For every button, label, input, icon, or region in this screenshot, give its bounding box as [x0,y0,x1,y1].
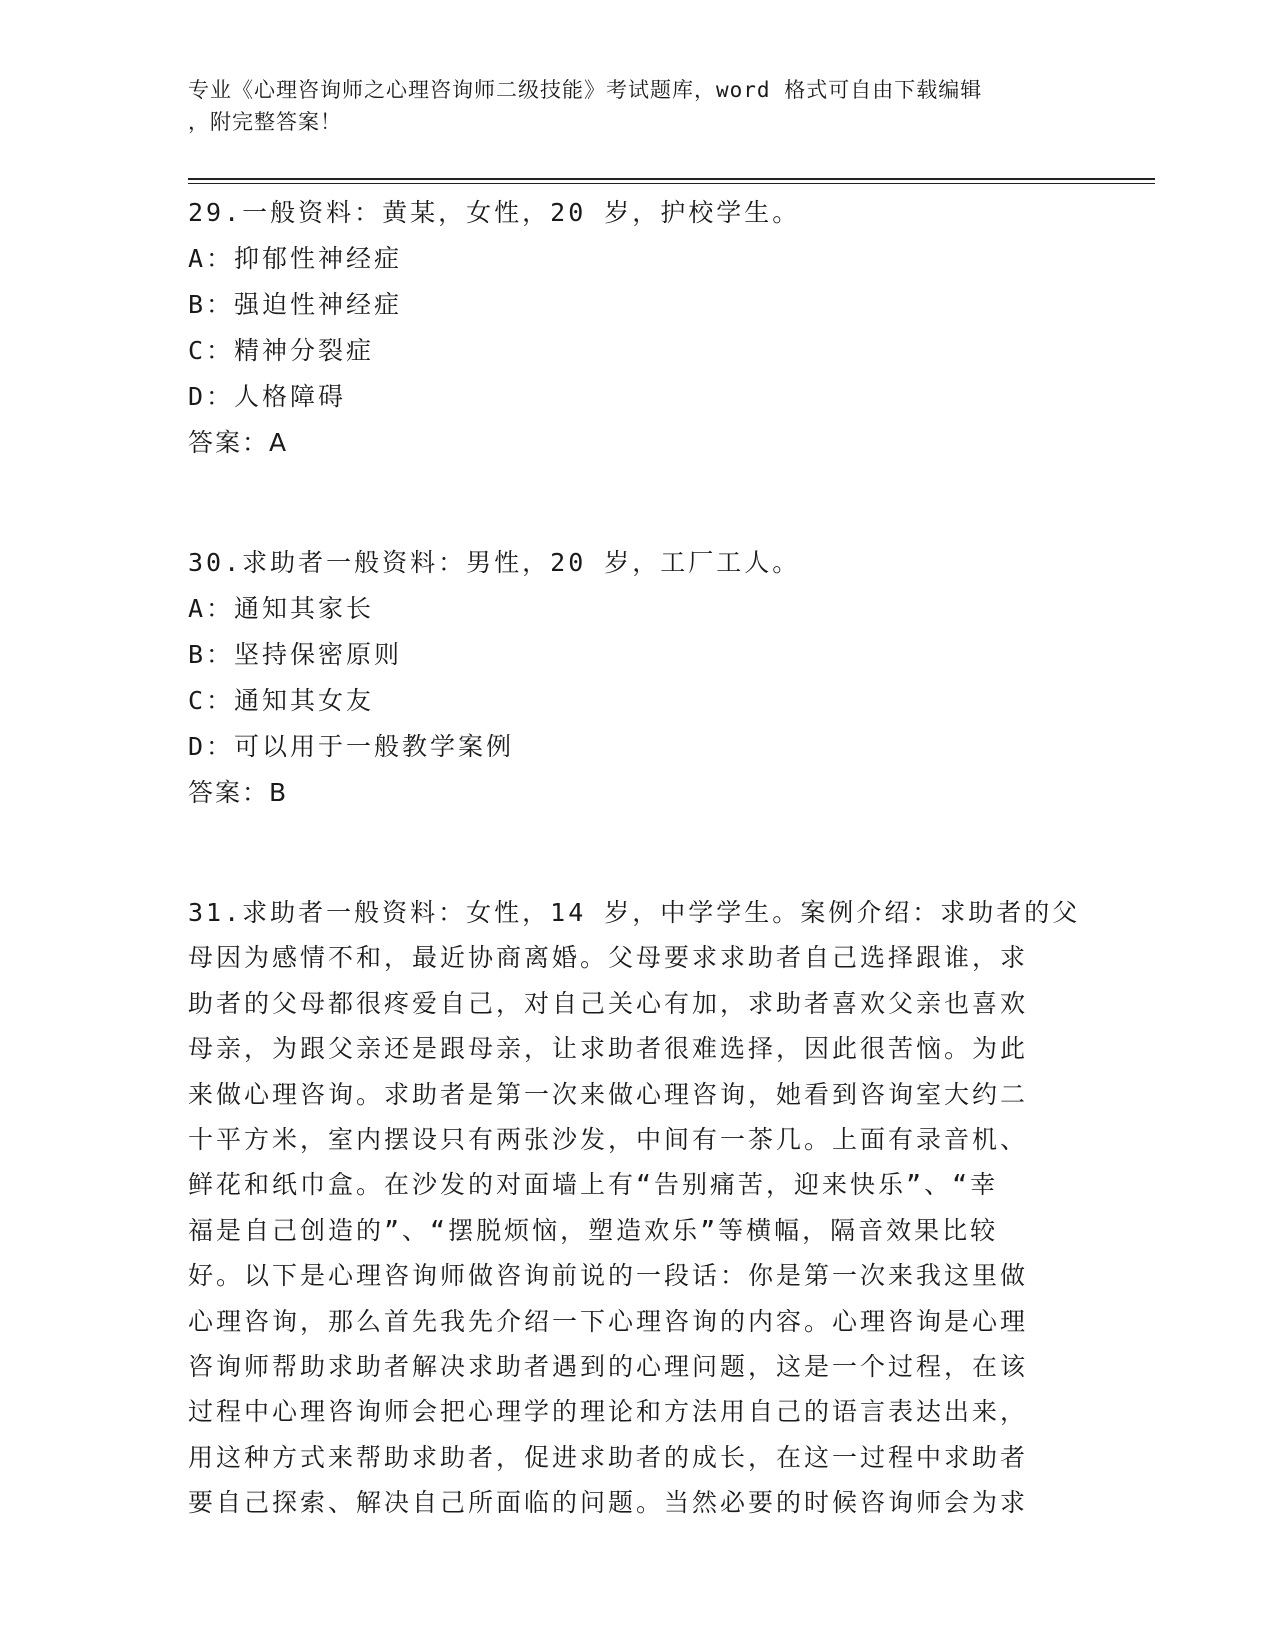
spacer [188,816,1088,890]
option-b: B：强迫性神经症 [188,290,403,319]
question-title: 30.求助者一般资料：男性，20 岁，工厂工人。 [188,548,801,577]
paragraph-line: 过程中心理咨询师会把心理学的理论和方法用自己的语言表达出来， [188,1397,1029,1427]
question-30 [188,540,1088,816]
question-title: 29.一般资料：黄某，女性，20 岁，护校学生。 [188,198,801,227]
paragraph-line: 用这种方式来帮助求助者，促进求助者的成长，在这一过程中求助者 [188,1442,1029,1472]
answer-line: 答案：A [188,428,289,457]
question-list [188,190,1088,1526]
option-d: D：人格障碍 [188,382,347,411]
option-b: B：坚持保密原则 [188,640,403,669]
paragraph-line: 来做心理咨询。求助者是第一次来做心理咨询，她看到咨询室大约二 [188,1079,1029,1109]
question-29 [188,190,1088,466]
document-header [188,74,1088,138]
option-c: C：精神分裂症 [188,336,375,365]
paragraph-line: 鲜花和纸巾盒。在沙发的对面墙上有“告别痛苦，迎来快乐”、“幸 [188,1170,999,1200]
paragraph-line: 福是自己创造的”、“摆脱烦恼，塑造欢乐”等横幅，隔音效果比较 [188,1215,999,1245]
option-c: C：通知其女友 [188,686,375,715]
paragraph-line: 心理咨询，那么首先我先介绍一下心理咨询的内容。心理咨询是心理 [188,1306,1029,1336]
paragraph-line: 好。以下是心理咨询师做咨询前说的一段话：你是第一次来我这里做 [188,1261,1029,1291]
spacer [188,466,1088,540]
header-divider-thin [188,183,1155,184]
paragraph-line: 十平方米，室内摆设只有两张沙发，中间有一茶几。上面有录音机、 [188,1125,1029,1155]
option-d: D：可以用于一般教学案例 [188,732,515,761]
paragraph-line: 母亲，为跟父亲还是跟母亲，让求助者很难选择，因此很苦恼。为此 [188,1034,1029,1064]
option-a: A：通知其家长 [188,594,375,623]
header-divider-thick [188,178,1155,180]
header-line-2: ，附完整答案！ [188,110,342,134]
paragraph-line: 要自己探索、解决自己所面临的问题。当然必要的时候咨询师会为求 [188,1488,1029,1518]
answer-line: 答案：B [188,778,289,807]
header-line-1: 专业《心理咨询师之心理咨询师二级技能》考试题库，word 格式可自由下载编辑 [188,78,983,102]
question-31 [188,890,1088,1526]
paragraph-line: 母因为感情不和，最近协商离婚。父母要求求助者自己选择跟谁，求 [188,943,1029,973]
paragraph-line: 31.求助者一般资料：女性，14 岁，中学学生。案例介绍：求助者的父 [188,898,1081,927]
paragraph-line: 咨询师帮助求助者解决求助者遇到的心理问题，这是一个过程，在该 [188,1352,1029,1382]
paragraph-line: 助者的父母都很疼爱自己，对自己关心有加，求助者喜欢父亲也喜欢 [188,988,1029,1018]
option-a: A：抑郁性神经症 [188,244,403,273]
